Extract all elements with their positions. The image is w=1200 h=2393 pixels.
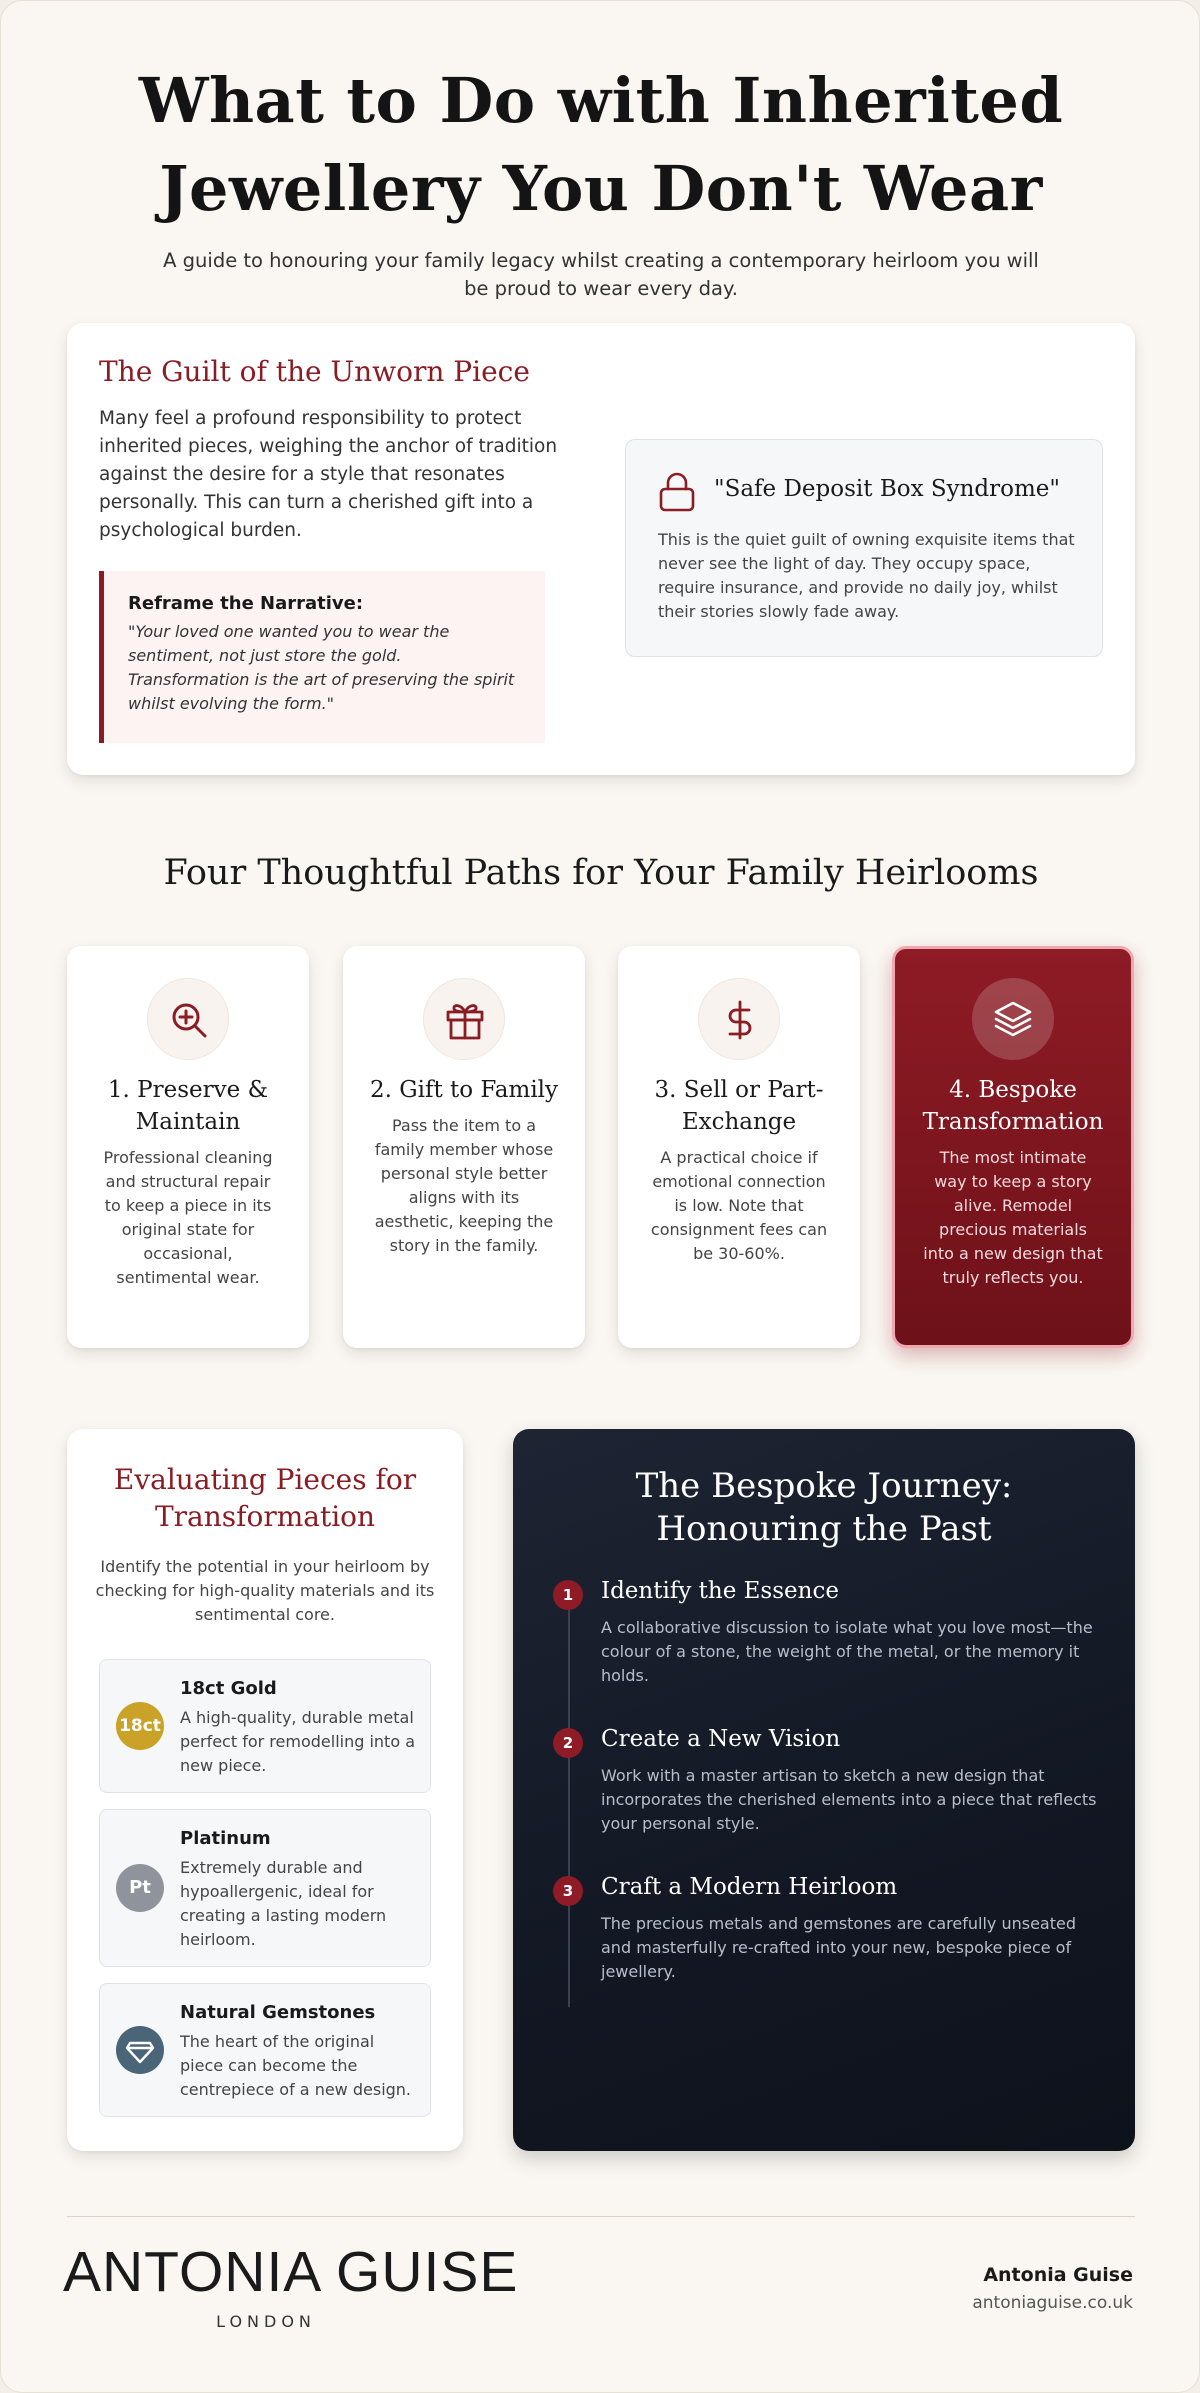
path-title: 3. Sell or Part-Exchange [654, 1077, 824, 1135]
path-card-gift [343, 946, 585, 1348]
dollar-icon [698, 978, 780, 1060]
journey-panel [513, 1429, 1135, 2151]
reframe-title: Reframe the Narrative: [128, 593, 364, 614]
reframe-callout [99, 571, 545, 743]
material-body: Extremely durable and hypoallergenic, ideal for creating a lasting modern heirloom. [180, 1858, 387, 1949]
evaluate-intro: Identify the potential in your heirloom by checking for high-quality materials and its sentimental core. [95, 1557, 435, 1624]
brand-location: LONDON [216, 2312, 316, 2331]
step-body: The precious metals and gemstones are carefully unseated and masterfully re-crafted into your new, bespoke piece of jewellery. [601, 1914, 1077, 1981]
path-title: 4. Bespoke Transformation [922, 1077, 1104, 1135]
material-body: The heart of the original piece can become the centrepiece of a new design. [180, 2032, 412, 2099]
step-number: 3 [553, 1876, 583, 1906]
step-body: Work with a master artisan to sketch a new design that incorporates the cherished elements into a piece that reflects your personal style. [601, 1766, 1097, 1833]
path-body: Professional cleaning and structural repair to keep a piece in its original state for occasional, sentimental wear. [103, 1148, 273, 1287]
step-number: 1 [553, 1580, 583, 1610]
step-title: Create a New Vision [601, 1726, 841, 1752]
footer-name: Antonia Guise [983, 2264, 1133, 2286]
step-title: Identify the Essence [601, 1578, 839, 1604]
footer-divider [67, 2216, 1135, 2217]
timeline-line [568, 1595, 570, 2007]
lock-icon [658, 472, 696, 512]
syndrome-body: This is the quiet guilt of owning exquisite items that never see the light of day. They occupy space, require insurance, and provide no daily joy, whilst their stories slowly fade away. [658, 530, 1075, 621]
path-card-preserve [67, 946, 309, 1348]
path-title: 2. Gift to Family [369, 1077, 559, 1103]
evaluate-card [67, 1429, 463, 2151]
reframe-quote: "Your loved one wanted you to wear the sentiment, not just store the gold. Transformation is the art of preserving the spirit whilst evolving the form." [128, 622, 515, 713]
material-body: A high-quality, durable metal perfect for remodelling into a new piece. [180, 1708, 415, 1775]
path-body: Pass the item to a family member whose personal style better aligns with its aesthetic, keeping the story in the family. [374, 1116, 554, 1255]
step-title: Craft a Modern Heirloom [601, 1874, 898, 1900]
brand-logo: ANTONIA GUISE [63, 2240, 519, 2304]
page-title: What to Do with Inherited Jewellery You Don't Wear [138, 64, 1064, 225]
evaluate-title: Evaluating Pieces for Transformation [113, 1463, 417, 1533]
guilt-title: The Guilt of the Unworn Piece [99, 355, 530, 388]
page-subtitle: A guide to honouring your family legacy whilst creating a contemporary heirloom you will be proud to wear every day. [163, 249, 1039, 300]
step-body: A collaborative discussion to isolate what you love most—the colour of a stone, the weight of the metal, or the memory it holds. [601, 1618, 1093, 1685]
gold-badge: 18ct [116, 1702, 164, 1750]
step-number: 2 [553, 1728, 583, 1758]
material-title: Platinum [180, 1828, 271, 1849]
journey-title: The Bespoke Journey: Honouring the Past [635, 1466, 1013, 1549]
material-gold [99, 1659, 431, 1793]
gem-icon [116, 2026, 164, 2074]
material-gemstones [99, 1983, 431, 2117]
gift-icon [423, 978, 505, 1060]
material-platinum [99, 1809, 431, 1967]
paths-title: Four Thoughtful Paths for Your Family Heirlooms [163, 853, 1039, 893]
path-body: The most intimate way to keep a story alive. Remodel precious materials into a new design that truly reflects you. [923, 1148, 1103, 1287]
syndrome-title: "Safe Deposit Box Syndrome" [714, 476, 1060, 502]
layers-icon [972, 978, 1054, 1060]
material-title: 18ct Gold [180, 1678, 277, 1699]
guilt-card [67, 323, 1135, 775]
platinum-badge: Pt [116, 1864, 164, 1912]
path-card-sell [618, 946, 860, 1348]
syndrome-box [625, 439, 1103, 657]
path-card-bespoke [892, 946, 1134, 1348]
footer-website-link[interactable]: antoniaguise.co.uk [972, 2293, 1133, 2313]
zoom-in-icon [147, 978, 229, 1060]
material-title: Natural Gemstones [180, 2002, 376, 2023]
path-title: 1. Preserve & Maintain [107, 1077, 269, 1135]
path-body: A practical choice if emotional connection is low. Note that consignment fees can be 30-60%. [650, 1148, 828, 1263]
hero [1, 57, 1200, 303]
guilt-body: Many feel a profound responsibility to protect inherited pieces, weighing the anchor of tradition against the desire for a style that resonates personally. This can turn a cherished gift into a psychological burden. [99, 408, 558, 541]
